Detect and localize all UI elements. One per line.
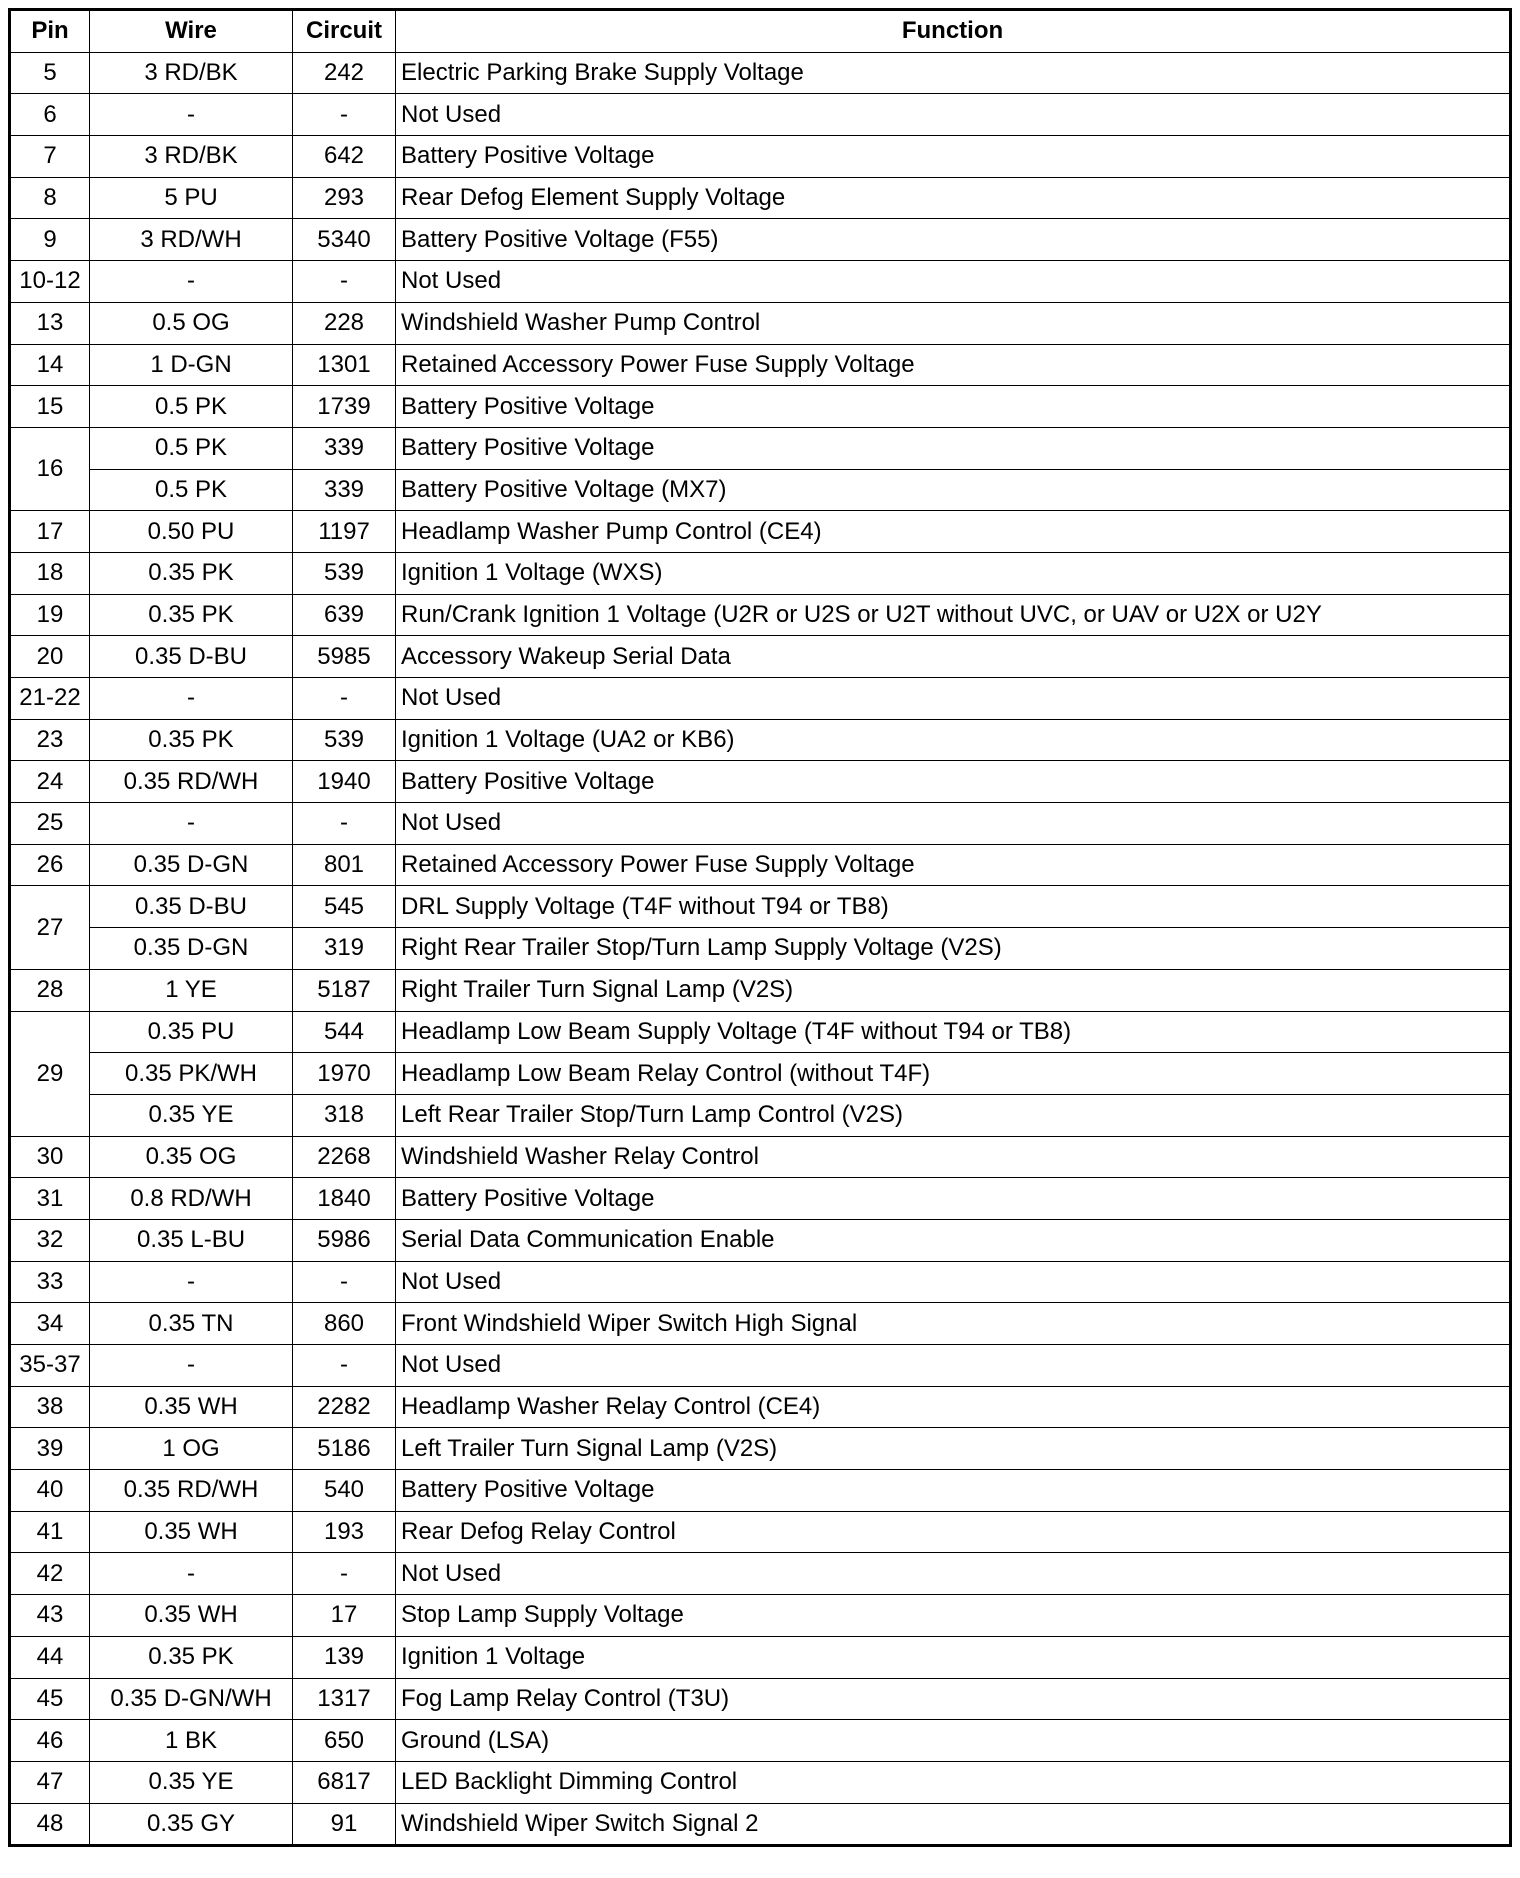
function-cell: Windshield Wiper Switch Signal 2	[396, 1803, 1511, 1846]
circuit-cell: 339	[293, 469, 396, 511]
function-cell: Battery Positive Voltage	[396, 136, 1511, 178]
wire-cell: 1 OG	[90, 1428, 293, 1470]
table-row	[10, 1345, 1511, 1387]
circuit-cell: 139	[293, 1636, 396, 1678]
table-row	[10, 928, 1511, 970]
wire-cell: 0.5 PK	[90, 386, 293, 428]
table-row	[10, 302, 1511, 344]
table-row	[10, 427, 1511, 469]
wire-cell: 0.5 OG	[90, 302, 293, 344]
wire-cell: 0.35 YE	[90, 1094, 293, 1136]
table-row	[10, 1303, 1511, 1345]
table-row	[10, 636, 1511, 678]
wire-cell: -	[90, 803, 293, 845]
table-row	[10, 678, 1511, 720]
table-row	[10, 94, 1511, 136]
pin-cell: 27	[10, 886, 90, 969]
function-cell: Fog Lamp Relay Control (T3U)	[396, 1678, 1511, 1720]
pin-cell: 39	[10, 1428, 90, 1470]
pin-cell: 30	[10, 1136, 90, 1178]
pin-cell: 26	[10, 844, 90, 886]
wire-cell: -	[90, 678, 293, 720]
circuit-cell: 91	[293, 1803, 396, 1846]
circuit-cell: 1940	[293, 761, 396, 803]
circuit-cell: -	[293, 94, 396, 136]
function-cell: Serial Data Communication Enable	[396, 1219, 1511, 1261]
circuit-cell: 228	[293, 302, 396, 344]
circuit-cell: -	[293, 1261, 396, 1303]
wire-cell: 0.35 YE	[90, 1761, 293, 1803]
pin-cell: 14	[10, 344, 90, 386]
circuit-cell: -	[293, 1553, 396, 1595]
circuit-cell: 1301	[293, 344, 396, 386]
function-cell: Accessory Wakeup Serial Data	[396, 636, 1511, 678]
circuit-cell: 540	[293, 1470, 396, 1512]
table-row	[10, 469, 1511, 511]
pin-cell: 17	[10, 511, 90, 553]
circuit-cell: -	[293, 261, 396, 303]
header-row	[10, 10, 1511, 53]
table-row	[10, 1094, 1511, 1136]
function-cell: Battery Positive Voltage	[396, 1178, 1511, 1220]
pin-cell: 5	[10, 52, 90, 94]
wire-cell: 0.35 D-GN/WH	[90, 1678, 293, 1720]
pin-cell: 34	[10, 1303, 90, 1345]
table-row	[10, 511, 1511, 553]
circuit-cell: 539	[293, 719, 396, 761]
circuit-cell: 650	[293, 1720, 396, 1762]
table-row	[10, 1511, 1511, 1553]
table-row	[10, 136, 1511, 178]
connector-pinout-table	[8, 8, 1512, 1847]
circuit-cell: -	[293, 803, 396, 845]
function-cell: Right Trailer Turn Signal Lamp (V2S)	[396, 969, 1511, 1011]
function-cell: Right Rear Trailer Stop/Turn Lamp Supply Voltage (V2S)	[396, 928, 1511, 970]
table-row	[10, 261, 1511, 303]
function-cell: Headlamp Low Beam Relay Control (without T4F)	[396, 1053, 1511, 1095]
table-row	[10, 52, 1511, 94]
table-row	[10, 594, 1511, 636]
wire-cell: 0.35 PK	[90, 1636, 293, 1678]
wire-cell: 1 YE	[90, 969, 293, 1011]
wire-cell: 0.8 RD/WH	[90, 1178, 293, 1220]
pin-cell: 43	[10, 1595, 90, 1637]
function-cell: Not Used	[396, 1345, 1511, 1387]
table-row	[10, 1470, 1511, 1512]
function-cell: Not Used	[396, 1261, 1511, 1303]
wire-cell: 1 D-GN	[90, 344, 293, 386]
function-cell: Stop Lamp Supply Voltage	[396, 1595, 1511, 1637]
function-cell: LED Backlight Dimming Control	[396, 1761, 1511, 1803]
table-row	[10, 1761, 1511, 1803]
wire-cell: 0.35 PK	[90, 594, 293, 636]
function-cell: Ignition 1 Voltage	[396, 1636, 1511, 1678]
wire-cell: 0.35 RD/WH	[90, 761, 293, 803]
circuit-cell: 6817	[293, 1761, 396, 1803]
wire-cell: 0.35 WH	[90, 1511, 293, 1553]
circuit-cell: 5187	[293, 969, 396, 1011]
circuit-cell: -	[293, 1345, 396, 1387]
header-function: Function	[396, 10, 1511, 53]
table-row	[10, 386, 1511, 428]
function-cell: Rear Defog Element Supply Voltage	[396, 177, 1511, 219]
wire-cell: 0.35 OG	[90, 1136, 293, 1178]
table-row	[10, 1386, 1511, 1428]
pin-cell: 40	[10, 1470, 90, 1512]
circuit-cell: 242	[293, 52, 396, 94]
table-row	[10, 719, 1511, 761]
function-cell: Headlamp Washer Pump Control (CE4)	[396, 511, 1511, 553]
pin-cell: 24	[10, 761, 90, 803]
function-cell: Windshield Washer Relay Control	[396, 1136, 1511, 1178]
wire-cell: 0.5 PK	[90, 469, 293, 511]
table-row	[10, 1261, 1511, 1303]
circuit-cell: 17	[293, 1595, 396, 1637]
table-row	[10, 344, 1511, 386]
table-row	[10, 1178, 1511, 1220]
pin-cell: 41	[10, 1511, 90, 1553]
function-cell: Left Trailer Turn Signal Lamp (V2S)	[396, 1428, 1511, 1470]
pin-cell: 31	[10, 1178, 90, 1220]
pin-cell: 16	[10, 427, 90, 510]
circuit-cell: 5340	[293, 219, 396, 261]
circuit-cell: 5986	[293, 1219, 396, 1261]
table-row	[10, 1136, 1511, 1178]
wire-cell: 3 RD/BK	[90, 136, 293, 178]
pin-cell: 47	[10, 1761, 90, 1803]
wire-cell: 0.35 D-BU	[90, 636, 293, 678]
pin-cell: 38	[10, 1386, 90, 1428]
wire-cell: 0.35 D-BU	[90, 886, 293, 928]
table-row	[10, 1219, 1511, 1261]
table-row	[10, 1595, 1511, 1637]
pin-cell: 9	[10, 219, 90, 261]
pin-cell: 8	[10, 177, 90, 219]
pin-cell: 15	[10, 386, 90, 428]
table-row	[10, 1803, 1511, 1846]
wire-cell: 0.5 PK	[90, 427, 293, 469]
circuit-cell: 293	[293, 177, 396, 219]
pin-cell: 6	[10, 94, 90, 136]
circuit-cell: 642	[293, 136, 396, 178]
wire-cell: -	[90, 1553, 293, 1595]
circuit-cell: 319	[293, 928, 396, 970]
circuit-cell: 545	[293, 886, 396, 928]
function-cell: Ignition 1 Voltage (UA2 or KB6)	[396, 719, 1511, 761]
pin-cell: 28	[10, 969, 90, 1011]
circuit-cell: 193	[293, 1511, 396, 1553]
circuit-cell: 1317	[293, 1678, 396, 1720]
function-cell: Not Used	[396, 1553, 1511, 1595]
circuit-cell: 539	[293, 552, 396, 594]
wire-cell: 0.35 RD/WH	[90, 1470, 293, 1512]
circuit-cell: 1840	[293, 1178, 396, 1220]
circuit-cell: 339	[293, 427, 396, 469]
wire-cell: 0.35 D-GN	[90, 844, 293, 886]
function-cell: Electric Parking Brake Supply Voltage	[396, 52, 1511, 94]
function-cell: Not Used	[396, 803, 1511, 845]
table-row	[10, 886, 1511, 928]
pin-cell: 33	[10, 1261, 90, 1303]
pin-cell: 29	[10, 1011, 90, 1136]
table-row	[10, 761, 1511, 803]
function-cell: Left Rear Trailer Stop/Turn Lamp Control (V2S)	[396, 1094, 1511, 1136]
table-row	[10, 552, 1511, 594]
wire-cell: 5 PU	[90, 177, 293, 219]
function-cell: Retained Accessory Power Fuse Supply Voltage	[396, 844, 1511, 886]
pin-cell: 21-22	[10, 678, 90, 720]
function-cell: Battery Positive Voltage	[396, 427, 1511, 469]
circuit-cell: 544	[293, 1011, 396, 1053]
circuit-cell: 318	[293, 1094, 396, 1136]
pin-cell: 44	[10, 1636, 90, 1678]
circuit-cell: 801	[293, 844, 396, 886]
circuit-cell: 1739	[293, 386, 396, 428]
function-cell: DRL Supply Voltage (T4F without T94 or TB8)	[396, 886, 1511, 928]
wire-cell: 0.35 PK	[90, 719, 293, 761]
table-row	[10, 1678, 1511, 1720]
function-cell: Run/Crank Ignition 1 Voltage (U2R or U2S or U2T without UVC, or UAV or U2X or U2Y	[396, 594, 1511, 636]
wire-cell: 0.35 PK/WH	[90, 1053, 293, 1095]
circuit-cell: 5985	[293, 636, 396, 678]
pin-cell: 35-37	[10, 1345, 90, 1387]
table-row	[10, 1011, 1511, 1053]
pin-cell: 46	[10, 1720, 90, 1762]
circuit-cell: 1197	[293, 511, 396, 553]
table-row	[10, 1720, 1511, 1762]
wire-cell: 0.35 PK	[90, 552, 293, 594]
pin-cell: 23	[10, 719, 90, 761]
pin-cell: 19	[10, 594, 90, 636]
circuit-cell: 5186	[293, 1428, 396, 1470]
circuit-cell: 1970	[293, 1053, 396, 1095]
circuit-cell: 860	[293, 1303, 396, 1345]
pin-cell: 10-12	[10, 261, 90, 303]
pin-cell: 42	[10, 1553, 90, 1595]
header-circuit: Circuit	[293, 10, 396, 53]
function-cell: Battery Positive Voltage (F55)	[396, 219, 1511, 261]
wire-cell: 0.35 L-BU	[90, 1219, 293, 1261]
table-row	[10, 969, 1511, 1011]
wire-cell: 0.35 GY	[90, 1803, 293, 1846]
function-cell: Rear Defog Relay Control	[396, 1511, 1511, 1553]
wire-cell: 0.35 WH	[90, 1595, 293, 1637]
function-cell: Ignition 1 Voltage (WXS)	[396, 552, 1511, 594]
wire-cell: -	[90, 1261, 293, 1303]
function-cell: Battery Positive Voltage	[396, 386, 1511, 428]
table-row	[10, 219, 1511, 261]
pin-cell: 20	[10, 636, 90, 678]
pin-cell: 48	[10, 1803, 90, 1846]
pin-cell: 25	[10, 803, 90, 845]
function-cell: Battery Positive Voltage	[396, 1470, 1511, 1512]
table-row	[10, 1553, 1511, 1595]
pin-cell: 45	[10, 1678, 90, 1720]
table-row	[10, 844, 1511, 886]
circuit-cell: 639	[293, 594, 396, 636]
function-cell: Headlamp Washer Relay Control (CE4)	[396, 1386, 1511, 1428]
table-row	[10, 1053, 1511, 1095]
function-cell: Not Used	[396, 94, 1511, 136]
wire-cell: 3 RD/BK	[90, 52, 293, 94]
table-row	[10, 177, 1511, 219]
wire-cell: -	[90, 94, 293, 136]
pin-cell: 18	[10, 552, 90, 594]
circuit-cell: 2268	[293, 1136, 396, 1178]
wire-cell: 0.50 PU	[90, 511, 293, 553]
function-cell: Battery Positive Voltage	[396, 761, 1511, 803]
function-cell: Battery Positive Voltage (MX7)	[396, 469, 1511, 511]
wire-cell: 1 BK	[90, 1720, 293, 1762]
wire-cell: 0.35 D-GN	[90, 928, 293, 970]
function-cell: Not Used	[396, 261, 1511, 303]
function-cell: Headlamp Low Beam Supply Voltage (T4F without T94 or TB8)	[396, 1011, 1511, 1053]
pin-cell: 13	[10, 302, 90, 344]
wire-cell: 0.35 TN	[90, 1303, 293, 1345]
circuit-cell: 2282	[293, 1386, 396, 1428]
header-pin: Pin	[10, 10, 90, 53]
function-cell: Front Windshield Wiper Switch High Signal	[396, 1303, 1511, 1345]
pin-cell: 7	[10, 136, 90, 178]
wire-cell: -	[90, 1345, 293, 1387]
wire-cell: 3 RD/WH	[90, 219, 293, 261]
wire-cell: 0.35 PU	[90, 1011, 293, 1053]
table-row	[10, 1636, 1511, 1678]
wire-cell: 0.35 WH	[90, 1386, 293, 1428]
function-cell: Windshield Washer Pump Control	[396, 302, 1511, 344]
function-cell: Retained Accessory Power Fuse Supply Voltage	[396, 344, 1511, 386]
function-cell: Not Used	[396, 678, 1511, 720]
function-cell: Ground (LSA)	[396, 1720, 1511, 1762]
circuit-cell: -	[293, 678, 396, 720]
wire-cell: -	[90, 261, 293, 303]
table-body	[10, 52, 1511, 1846]
table-row	[10, 803, 1511, 845]
pin-cell: 32	[10, 1219, 90, 1261]
header-wire: Wire	[90, 10, 293, 53]
table-row	[10, 1428, 1511, 1470]
